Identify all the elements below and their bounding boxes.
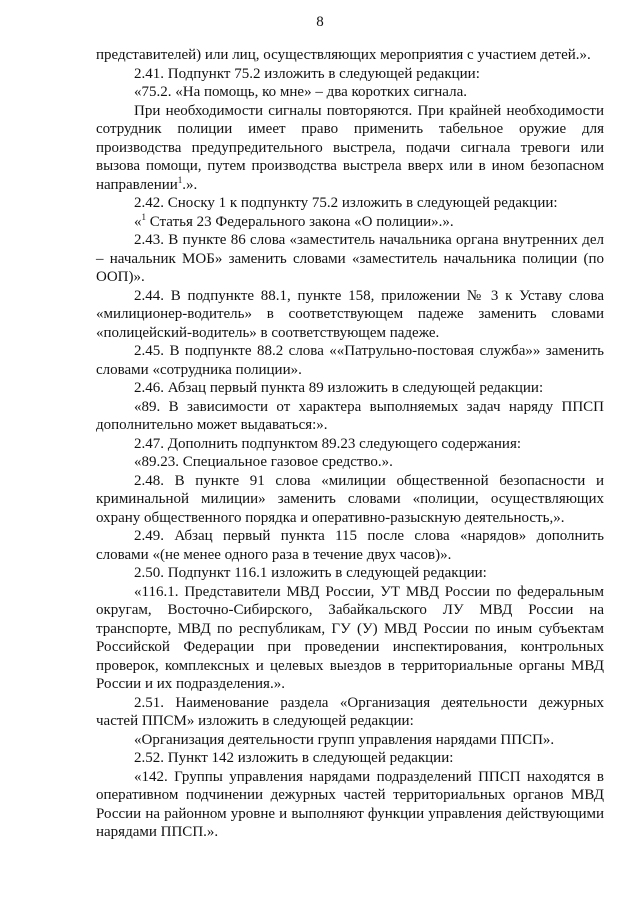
paragraph-text: «89.23. Специальное газовое средство.».: [134, 454, 393, 470]
paragraph: [96, 472, 604, 528]
footnote-marker: 1: [141, 211, 146, 222]
paragraph-tail: Статья 23 Федерального закона «О полиции».».: [146, 213, 454, 230]
paragraph-text: «75.2. «На помощь, ко мне» – два коротких сигнала.: [134, 84, 467, 100]
document-body: [96, 46, 604, 842]
paragraph-text: 2.41. Подпункт 75.2 изложить в следующей редакции:: [134, 65, 480, 82]
page-number: 8: [316, 14, 324, 30]
paragraph: [96, 749, 604, 768]
paragraph-text: При необходимости сигналы повторяются. При крайней необходимости сотрудник полиции имеет право применить табельное оружие для производства предупредительного выстрела, подачи сигнала тревоги или вызова помощи, путем производства выстрела вверх или в ином безопасном направлении: [96, 102, 604, 193]
paragraph: [96, 731, 604, 750]
paragraph: [96, 65, 604, 84]
paragraph-text: 2.44. В подпункте 88.1, пункте 158, приложении № 3 к Уставу слова «милиционер-водитель» в соответствующем падеже заменить словами «полицейский-водитель» в соответствующем падеже.: [96, 287, 604, 341]
paragraph-text: 2.51. Наименование раздела «Организация деятельности дежурных частей ППСМ» изложить в следующей редакции:: [96, 694, 604, 729]
paragraph: [96, 398, 604, 435]
paragraph: [96, 768, 604, 842]
paragraph-text: «: [134, 213, 142, 230]
paragraph-text: «116.1. Представители МВД России, УТ МВД России по федеральным округам, Восточно-Сибирского, Забайкальского ЛУ МВД России на транспорте, МВД по республикам, ГУ (У) МВД России по иным субъектам Российской Федерации при проведении инспектирования, контрольных проверок, комплексных и целевых выездов в территориальные органы МВД России и их подразделения.».: [96, 583, 604, 692]
paragraph: [96, 231, 604, 287]
paragraph: [96, 527, 604, 564]
paragraph-text: представителей) или лиц, осуществляющих мероприятия с участием детей.».: [96, 47, 591, 63]
paragraph: [96, 453, 604, 472]
paragraph: [96, 102, 604, 195]
paragraph-text: 2.49. Абзац первый пункта 115 после слова «нарядов» дополнить словами «(не менее одного раза в течение двух часов)».: [96, 528, 604, 563]
paragraph: [96, 379, 604, 398]
paragraph: [96, 194, 604, 213]
paragraph: [96, 583, 604, 694]
paragraph-tail: .».: [182, 176, 198, 193]
paragraph: [96, 342, 604, 379]
paragraph-text: 2.50. Подпункт 116.1 изложить в следующей редакции:: [134, 565, 487, 581]
paragraph: [96, 694, 604, 731]
paragraph-text: «89. В зависимости от характера выполняемых задач наряду ППСП дополнительно может выдаваться:».: [96, 398, 604, 433]
paragraph-text: 2.52. Пункт 142 изложить в следующей редакции:: [134, 750, 454, 766]
paragraph-text: 2.43. В пункте 86 слова «заместитель начальника органа внутренних дел – начальник МОБ» заменить словами «заместитель начальника полиции (по ООП)».: [96, 232, 604, 285]
paragraph: [96, 435, 604, 454]
paragraph-text: 2.45. В подпункте 88.2 слова ««Патрульно-постовая служба»» заменить словами «сотрудника полиции».: [96, 343, 604, 378]
paragraph: [96, 83, 604, 102]
paragraph-text: 2.42. Сноску 1 к подпункту 75.2 изложить в следующей редакции:: [134, 195, 558, 211]
paragraph: [96, 213, 604, 232]
paragraph-text: «142. Группы управления нарядами подразделений ППСП находятся в оперативном подчинении дежурных частей территориальных органов МВД России на районном уровне и выполняют функции управления действующими нарядами ППСП.».: [96, 768, 604, 840]
paragraph-text: «Организация деятельности групп управления нарядами ППСП».: [134, 731, 555, 748]
paragraph: [96, 46, 604, 65]
paragraph-text: 2.46. Абзац первый пункта 89 изложить в следующей редакции:: [134, 380, 544, 396]
paragraph: [96, 564, 604, 583]
paragraph-text: 2.48. В пункте 91 слова «милиции общественной безопасности и криминальной милиции» заменить словами «полиции, осуществляющих охрану общественного порядка и оперативно-разыскную деятельность,».: [96, 472, 604, 526]
paragraph: [96, 287, 604, 343]
paragraph-text: 2.47. Дополнить подпунктом 89.23 следующего содержания:: [134, 435, 522, 452]
footnote-marker: 1: [177, 174, 183, 185]
